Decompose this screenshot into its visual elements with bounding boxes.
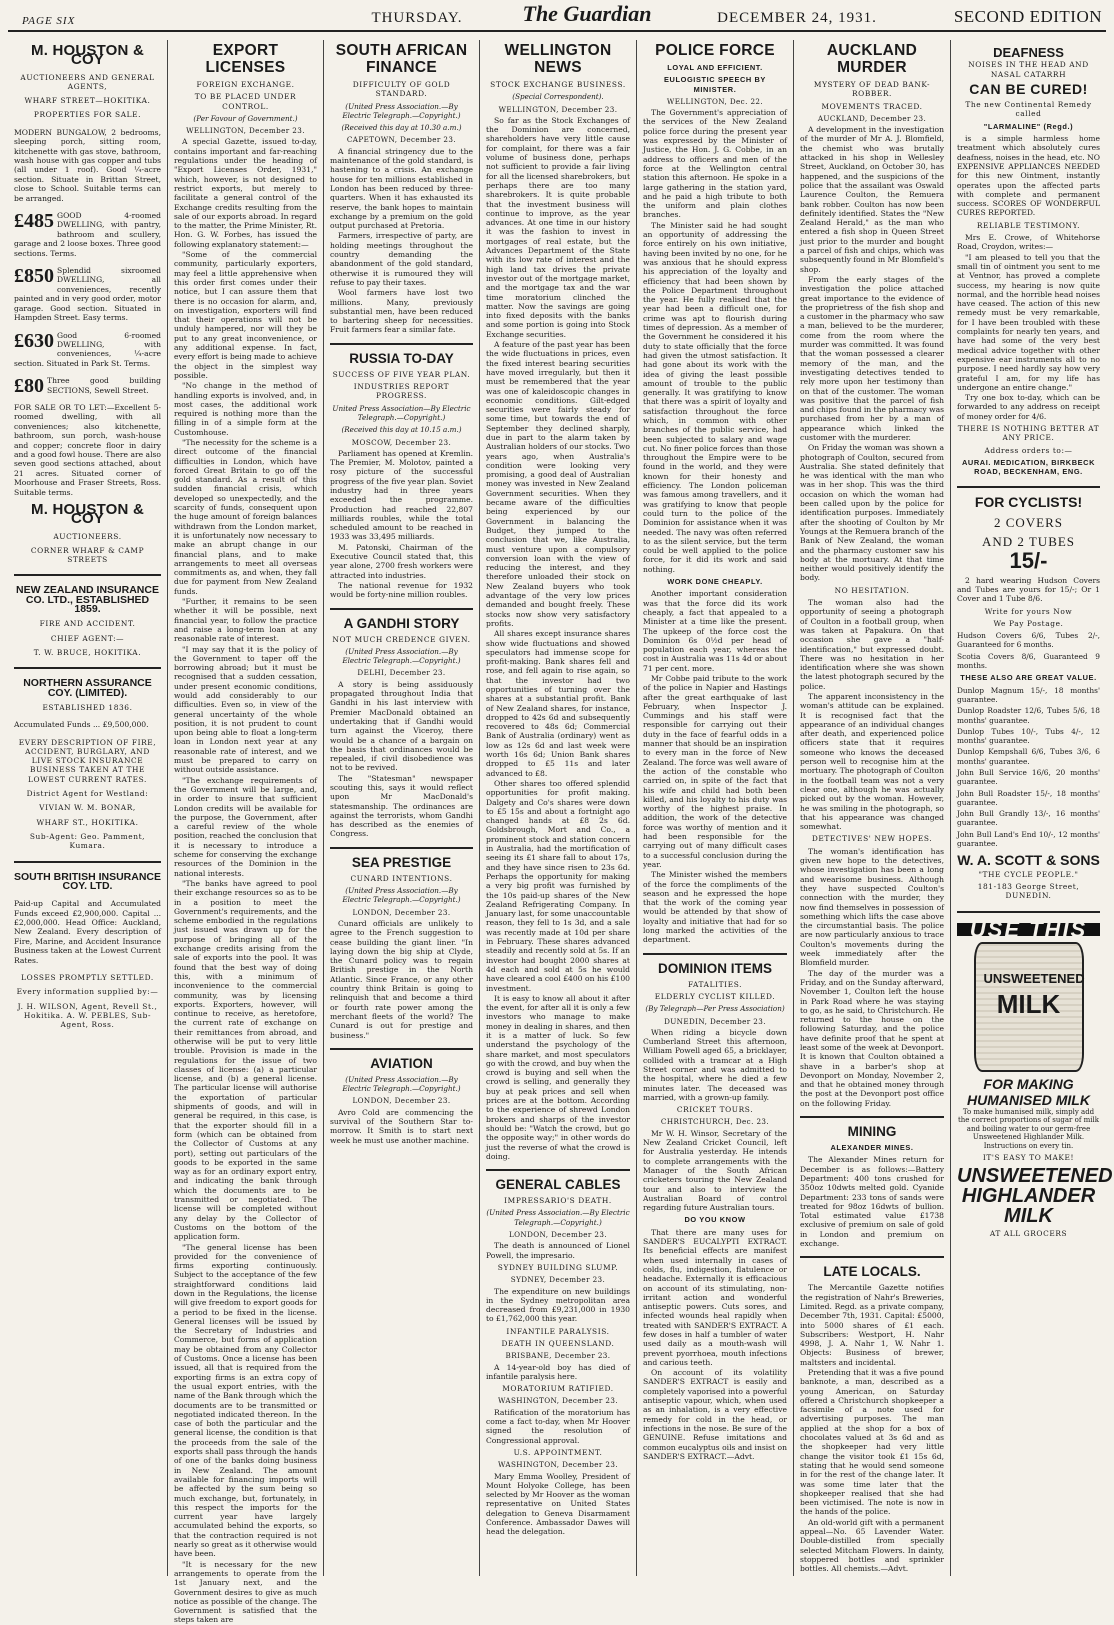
accumulated-funds: Accumulated Funds ... £9,500,000. <box>14 720 149 730</box>
firm-name: M. HOUSTON & COY <box>31 42 144 69</box>
chief-agent-name: T. W. BRUCE, HOKITIKA. <box>33 647 142 657</box>
masthead-day: THURSDAY. <box>371 10 463 26</box>
article-headline: WELLINGTON NEWS <box>504 42 612 76</box>
article-headline: DOMINION ITEMS <box>643 953 787 976</box>
article-deck: MYSTERY OF DEAD BANK-ROBBER. <box>813 80 931 99</box>
article-deck: STOCK EXCHANGE BUSINESS. <box>490 80 626 89</box>
paragraph: The Alexander Mines return for December is as follows:—Battery Department: 400 tons crushed for 350oz 10dwts melted gold. Cyanide Department: 233 tons of sands were treated for 98oz 16dwts of bullion. Total estimated value £1738 exclusive of premium on sale of gold in London and premium on exchange. <box>800 1155 944 1249</box>
paragraph: The Minister said he had sought an opportunity of addressing the force entirely on his own initiative, having been invited by no one, for he was anxious that he should express his appreciation of the loyalty and efficiency that had been shown by the Police Department throughout the year. He fully realised that the year had been a difficult one, for crime was apt to flourish during times of depression. As a member of the Government he considered it his duty to state officially that the force had given the utmost satisfaction. It had gone about its work with the idea of giving the least possible amount of trouble to the public generally. It was gratifying to know that there was a spirit of loyalty and satisfaction throughout the force which, in common with other branches of the public service, had been subjected to salary and wage cut. No finer police forces than those throughout the Empire were to be found in the world, and they were known for their honesty and efficiency. The London policeman was famous among travellers, and it was gratifying to know that people could turn to the police of the Dominion for assistance when it was needed. The navy was often referred to as the silent service, but the term could be well applied to the police force, for it did its work and said nothing. <box>643 220 787 574</box>
firm-subtitle: AUCTIONEERS AND GENERAL AGENTS, <box>20 72 155 91</box>
article-headline: A GANDHI STORY <box>330 608 473 631</box>
deafness-subheading: NOISES IN THE HEAD AND NASAL CATARRH <box>968 60 1089 79</box>
article-headline: SOUTH AFRICAN FINANCE <box>335 42 468 76</box>
article-dateline: LONDON, December 23. <box>352 907 451 917</box>
price-list-item: John Bull Service 16/6, 20 months' guarantee. <box>957 768 1100 787</box>
article-headline: GENERAL CABLES <box>486 1169 630 1192</box>
article-credit: (United Press Association.—By Electric Telegraph.—Copyright.) <box>342 886 461 905</box>
south-british-capital: Paid-up Capital and Accumulated Funds exceed £2,900,000. Capital ... £2,000,000. Head Office: Auckland, New Zealand. Every description of Fire, Marine, and Accident Insurance Business taken at the Lowest Current Rates. <box>14 899 161 965</box>
paragraph: Farmers, irrespective of party, are holding meetings throughout the country demanding the abandonment of the gold standard, otherwise it is rumoured they will refuse to pay their taxes. <box>330 231 473 287</box>
paragraph: A story is being assiduously propagated throughout India that Gandhi in his last interview with Premier MacDonald obtained an undertaking that if Gandhi would turn against the Viceroy, there would be a chance of a bargain on the basis that ordinances would be repealed, if civil disobedience was not to be revived. <box>330 679 473 773</box>
article-headline: EXPORT LICENSES <box>205 42 286 76</box>
cycle-people: "THE CYCLE PEOPLE." <box>978 869 1079 879</box>
price-list-item: Dunlop Tubes 10/-, Tubs 4/-, 12 months' guarantee. <box>957 726 1100 746</box>
losses-settled: LOSSES PROMPTLY SETTLED. <box>21 972 154 982</box>
paragraph: Other shares too offered splendid opportunities for profit making. Dalgety and Co's shares were down to £5 15s and about a fortnight ago changed hands at £8 2s 6d. Goldsbrough, Mort and Co., a prominent stock and station concern in Australia, had the mortification of seeing its £1 share fall to about 17s, and they have since risen to 23s 6d. Perhaps the opportunity for making a very big profit was furnished by the 10s paid-up shares of the New Zealand Refrigerating Company. In January last, for some unaccountable reason, they fell to 1s 3d, and a sale was recently made at 10d per share in February. These shares advanced steadily and recently sold at 5s. If an investor had bought 2000 shares at 4d each and sold at 5s he would have cleared a cool £400 on his £100 investment. <box>486 778 630 993</box>
northern-assurance-heading: NORTHERN ASSURANCE COY. (LIMITED). <box>23 677 152 699</box>
property-485 <box>14 211 161 258</box>
article-dateline: CHRISTCHURCH, Dec. 23. <box>660 1117 770 1127</box>
received-time: (Received this day at 10.30 a.m.) <box>341 123 462 133</box>
article-deck: SYDNEY BUILDING SLUMP. <box>497 1262 619 1272</box>
article-dateline: WELLINGTON, December 23. <box>186 126 305 136</box>
covers-line: 2 COVERS <box>993 514 1064 530</box>
article-credit: (United Press Association.—By Electric Telegraph.—Copyright.) <box>342 101 461 120</box>
we-pay-postage: We Pay Postage. <box>993 618 1064 628</box>
paragraph: "The necessity for the scheme is a direct outcome of the financial difficulties in London, which have forced Great Britain to go off the gold standard. As a result of this sudden financial crisis, which developed so unexpectedly, and the scarcity of funds, consequent upon the huge amount of foreign balances withdrawn from the London market, it is unfortunately now necessary to make an abrupt change in our financial plans, and to make arrangements to meet all overseas commitments as, and when, they fall due for payment from New Zealand funds. <box>174 437 317 596</box>
scott-sons-name: W. A. SCOTT & SONS <box>957 852 1100 869</box>
price-list-item: Dunlop Kempshall 6/6, Tubes 3/6, 6 months' guarantee. <box>957 747 1100 766</box>
article-dateline: WASHINGTON, December 23. <box>497 1396 619 1406</box>
article-headline: LATE LOCALS. <box>800 1256 944 1279</box>
milk-instructions: To make humanised milk, simply add the correct proportions of sugar of milk and boiling water to our germ-free Unsweetened Highlander Milk. Instructions on every tin. <box>957 1107 1100 1150</box>
article-deck: SUCCESS OF FIVE YEAR PLAN. <box>332 369 471 379</box>
paragraph: "I may say that it is the policy of the Government to taper off the borrowing abroad; but it must be recognised that a sudden cessation, under present economic conditions, would add considerably to our difficulties. Even so, in view of the general uncertainty of the whole position, it is not prudent to count upon being able to float a long-term loan in London next year at any reasonable rate of interest, and we must be prepared to carry on without outside assistance. <box>174 644 317 775</box>
tubes-line: AND 2 TUBES <box>981 534 1076 550</box>
column-4-wellington-news <box>480 40 637 1576</box>
article-credit: (By Telegraph—Per Press Association) <box>645 1004 785 1014</box>
paragraph: The Mercantile Gazette notifies the registration of Nahr's Breweries, Limited. Regd. as a private company, December 7th, 1931. Capital: £5000, into 5000 shares of £1 each. Subscribers: Westport, H. Nahr 4998, J. A. Nahr 1, W. Nahr 1. Objects: Business of brewer, maltsters and incidental. <box>800 1283 944 1367</box>
established-1836: ESTABLISHED 1836. <box>42 702 133 712</box>
article-deck: TO BE PLACED UNDER CONTROL. <box>194 92 297 111</box>
article-dateline: LONDON, December 23. <box>352 1096 451 1106</box>
article-subhead: DO YOU KNOW <box>684 1215 746 1225</box>
property-850 <box>14 266 161 322</box>
paragraph: Try one box to-day, which can be forwarded to any address on receipt of money order for 4/6. <box>957 393 1100 421</box>
divider <box>14 861 161 863</box>
price-list-item: Hudson Covers 6/6, Tubes 2/-, Guaranteed for 6 months. <box>957 631 1100 650</box>
article-dateline: WELLINGTON, December 23. <box>498 104 618 114</box>
article-subhead: NO HESITATION. <box>834 585 910 595</box>
paragraph: Another important consideration was that the force did its work cheaply, a fact that appealed to a Minister at a time like the present. The upkeep of the force cost the Dominion 6s 0½d per head of population each year, whereas the cost in Australia was 11s 4d or about 71 per cent. more. <box>643 589 787 673</box>
firm-address-2: CORNER WHARF & CAMP STREETS <box>30 545 145 565</box>
article-deck: ALEXANDER MINES. <box>830 1143 914 1153</box>
scott-address: 181-183 George Street, DUNEDIN. <box>977 881 1080 901</box>
article-deck: ELDERLY CYCLIST KILLED. <box>654 991 776 1001</box>
article-credit: (Special Correspondent). <box>512 92 604 102</box>
article-credit: (United Press Association.—By Electric Telegraph.—Copyright.) <box>342 646 461 666</box>
property-630-text: Good 6-roomed DWELLING, with conveniences, ¼-acre section. Situated in Park St. Terms. <box>14 330 161 368</box>
property-80-text: Three good building SECTIONS, Sewell Street. <box>47 376 161 395</box>
paragraph: Ratification of the moratorium has come a fact to-day, when Mr Hoover signed the resolution of Congressional approval. <box>486 1407 630 1445</box>
paragraph: The expenditure on new buildings in the Sydney metropolitan area decreased from £9,231,000 in 1930 to £1,762,000 this year. <box>486 1286 630 1324</box>
divider <box>14 574 161 576</box>
article-deck: CUNARD INTENTIONS. <box>350 873 453 883</box>
nz-insurance-heading: NEW ZEALAND INSURANCE CO. LTD., ESTABLISHED 1859. <box>16 584 159 616</box>
deafness-heading: DEAFNESS <box>993 45 1064 60</box>
article-dateline: WASHINGTON, December 23. <box>497 1460 619 1470</box>
property-630 <box>14 331 161 369</box>
paragraph: "The banks have agreed to pool their exchange resources so as to be in a position to meet the Government's requirements, and the scheme embodied in the regulations just issued was drawn up for the purpose of bringing all of the exchange credits arising from the sale of exports into the pool. It was found that the best way of doing this, with a minimum of inconvenience to the commercial community, was by licensing exports. Exporters, however, will continue to receive, as heretofore, the current rate of exchange on their remittances from abroad, and otherwise will be put to very little trouble. Provision is made in the regulations for the issue of two classes of license: (a) a particular license, and (b) a general license. The particular license will authorise the exportation of particular shipments of goods, and will in general be required, in this case, is that the exporter should fill in a form (which can be obtained from the Collector of Customs at any port), setting out particulars of the goods to be exported in the same way as for an ordinary export entry, and indicating the bank through which the documents are to be transmitted or negotiated. The license will be completed without any delay by the Collector of Customs on the bottom of the application form. <box>174 878 317 1242</box>
article-deck: INDUSTRIES REPORT PROGRESS. <box>353 382 450 401</box>
firm-address: WHARF STREET—HOKITIKA. <box>24 96 151 106</box>
article-subhead: DETECTIVES' NEW HOPES. <box>811 834 933 844</box>
nothing-better: THERE IS NOTHING BETTER AT ANY PRICE. <box>957 423 1100 443</box>
article-deck: LOYAL AND EFFICIENT. <box>667 63 763 72</box>
sub-agent: Sub-Agent: Geo. Pamment, Kumara. <box>29 831 146 851</box>
price-list-item: John Bull Grandly 13/-, 16 months' guarantee. <box>957 809 1100 828</box>
paragraph: A 14-year-old boy has died of infantile paralysis here. <box>486 1362 630 1381</box>
price-80: £80 <box>14 375 44 398</box>
chief-agent-label: CHIEF AGENT:— <box>50 633 125 643</box>
article-deck: FOREIGN EXCHANGE. <box>196 80 295 89</box>
paragraph: "It is necessary for the new arrangements to operate from the 1st January next, and the Government desires to give as much notice as possible of the change. The Government is satisfied that the steps taken are <box>174 1559 317 1625</box>
paragraph: The woman also had the opportunity of seeing a photograph of Coulton in a football group, when was taken at Papakura. On that occasion she gave a "half-identification," but expressed doubt. There was no hesitation in her identification where she was shown the latest photograph secured by the police. <box>800 598 944 691</box>
price-list-item: Dunlop Roadster 12/6, Tubes 5/6, 18 months' guarantee. <box>957 706 1100 725</box>
paragraph: A development in the investigation of the murder of Mr A. J. Blomfield, the chemist who was brutally attacked in his shop in Wellesley Street, Auckland, on October 30, has happened, and the suspicions of the police that the assailant was Oswald Laurence Coulton, the Remuera bank robber. Coulton has now been definitely identified. States the "New Zealand Herald," as the man who entered a fish shop in Queen Street just prior to the murder and bought a parcel of fish and chips, which was subsequently found in Mr Blomfield's shop. <box>800 125 944 274</box>
south-british-heading: SOUTH BRITISH INSURANCE COY. LTD. <box>14 870 162 892</box>
divider <box>957 486 1100 488</box>
paragraph: A feature of the past year has been the wide fluctuations in prices, even the fixed interest bearing securities have moved irregularly, but then it must be remembered that the year was one of kaleidoscopic changes in economic conditions. Gilt-edged securities were fairly steady for some time, but towards the end of September they declined sharply, due in part to the alarm taken by Australian holders of our stocks. Two years ago, when Australia's condition were looking very promising, a good deal of Australian money was invested in New Zealand Government securities. When they became aware of the difficulties being experienced by our Government in balancing the Budget, they jumped to the conclusion that we, like Australia, must venture upon a compulsory conversion loan with the view of reducing the interest, and they therefore unloaded their stock on New Zealand buyers who took advantage of the very low prices demanded and bought freely. These stocks now show very satisfactory profits. <box>486 340 630 628</box>
article-credit: (United Press Association.—By Electric Telegraph.—Copyright.) <box>342 1074 461 1094</box>
article-deck: MORATORIUM RATIFIED. <box>502 1384 614 1394</box>
paragraph: That there are many uses for SANDER'S EUCALYPTI EXTRACT. Its beneficial effects are manifest when used internally in cases of colds, flu, indigestion, flatulence or headache. Externally it is efficacious on account of its stimulating, non-irritant action and wonderful antiseptic powers. Cuts sores, and infected wounds heal rapidly when treated with SANDER'S EXTRACT. A few doses in half a tumbler of water used daily as a mouth-wash will prevent pyorrhoea, mouth infections and carious teeth. <box>643 1227 787 1367</box>
column-2-export-licenses <box>168 40 324 1625</box>
larmaline-name: "LARMALINE" (Regd.) <box>983 121 1074 131</box>
paragraph: "I am pleased to tell you that the small tin of ointment you sent to me at Ventnor, has proved a complete success, my hearing is now quite normal, and the horrible head noises have ceased. The action of this new remedy must be very remarkable, for I have been troubled with these complaints for nearly ten years, and have had some of the very best medical advice together with other expensive ear instruments all to no purpose. I need hardly say how very grateful I am, for my life has undergone an entire change." <box>957 252 1100 392</box>
masthead-date: DECEMBER 24, 1931. <box>717 10 877 26</box>
received-time: (Received this day at 10.15 a.m.) <box>341 425 462 435</box>
article-headline: MINING <box>800 1116 944 1139</box>
article-deck: IMPRESSARIO'S DEATH. <box>504 1196 612 1206</box>
paragraph: The death is announced of Lionel Powell, the impresario. <box>486 1241 630 1260</box>
price-list-item: Scotia Covers 8/6, Guaranteed 9 months. <box>957 651 1100 671</box>
remedy-intro: The new Continental Remedy called <box>965 100 1092 119</box>
article-deck: MOVEMENTS TRACED. <box>821 101 923 111</box>
unsweetened-wordmark: UNSWEETENED <box>957 1164 1113 1187</box>
properties-heading: PROPERTIES FOR SALE. <box>33 110 142 120</box>
property-850-text: Splendid sixroomed DWELLING, all conveniences, recently painted and in very good order, motor garage. Good section. Situated in Hampden Street. Easy terms. <box>14 266 161 323</box>
price-list-item: John Bull Land's End 10/-, 12 months' guarantee. <box>957 829 1100 849</box>
article-deck: INFANTILE PARALYSIS. <box>506 1326 610 1336</box>
great-value-heading: THESE ALSO ARE GREAT VALUE. <box>960 673 1097 683</box>
article-headline: SEA PRESTIGE <box>330 847 473 870</box>
article-dateline: DELHI, December 23. <box>357 668 446 678</box>
can-be-cured: CAN BE CURED! <box>969 80 1088 97</box>
paragraph: Cunard officials are unlikely to agree to the French suggestion to cease building the giant liner. "In laying down the big ship at Clyde, the Cunard policy was to regain British prestige in the North Atlantic. Since France, or any other country think Britain is going to relinquish that and become a third or fourth rate power among the merchant fleets of the world? The Cunard is out for prestige and business." <box>330 918 473 1040</box>
article-dateline: SYDNEY, December 23. <box>510 1275 606 1285</box>
divider <box>14 667 161 669</box>
column-3-cables <box>324 40 480 1576</box>
column-7-advertisements <box>951 40 1113 1576</box>
reliable-testimony: RELIABLE TESTIMONY. <box>976 220 1081 230</box>
district-agent-name: VIVIAN W. M. BONAR, <box>39 803 136 813</box>
cyclists-heading: FOR CYCLISTS! <box>974 494 1083 511</box>
article-deck: EULOGISTIC SPEECH BY MINISTER. <box>664 75 766 94</box>
price-630: £630 <box>14 329 54 352</box>
paragraph: 2 hard wearing Hudson Covers and Tubes are yours for 15/-; Or 1 Cover and 1 Tube 8/6. <box>957 575 1100 604</box>
page-number: PAGE SIX <box>22 15 76 27</box>
district-agent-label: District Agent for Westland: <box>26 789 149 799</box>
paragraph: Mary Emma Woolley, President of Mount Holyoke College, has been selected by Mr Hoover as the woman representative on United States delegation to Geneva Disarmament Conference. Ambassador Dawes will head the delegation. <box>486 1471 630 1537</box>
aurai-address: AURAI. MEDICATION, BIRKBECK ROAD, BECKENHAM, ENG. <box>961 457 1096 477</box>
paragraph: Mr Cobbe paid tribute to the work of the police in Napier and Hastings after the great earthquake of last February, when Inspector J. Cummings and his staff were responsible for carrying out their duty in the face of fearful odds in a manner that should be an inspiration to every man in the force of New Zealand. The force was well aware of the action of the constable who carried on, in spite of the fact that his wife and child had both been killed, and his loyalty to his duty was worthy of the highest praise. In addition, the work of the detective force was worthy of mention and it had been responsible for the carrying out of many difficult cases to a successful conclusion during the year. <box>643 674 787 869</box>
article-credit: (United Press Association.—By Electric Telegraph.—Copyright.) <box>486 1208 630 1227</box>
column-1-advertisements <box>8 40 168 1576</box>
article-headline: RUSSIA TO-DAY <box>330 343 473 366</box>
article-dateline: CAPETOWN, December 23. <box>346 135 457 145</box>
paragraph: Mrs E. Crowe, of Whitehorse Road, Croydon, writes:— <box>957 233 1100 252</box>
tin-label-milk: MILK <box>996 988 1061 1019</box>
price-850: £850 <box>14 265 54 288</box>
edition-label: SECOND EDITION <box>953 7 1102 26</box>
paragraph: Mr W. H. Winsor, Secretary of the New Zealand Cricket Council, left for Australia yesterday. He intends to complete arrangements with the Manager of the South African cricketers touring the New Zealand tour and also to interview the Australian Board of control regarding future Australian tours. <box>643 1128 787 1213</box>
newspaper-title: The Guardian <box>522 1 652 26</box>
article-dateline: WELLINGTON, Dec. 22. <box>666 96 764 106</box>
paragraph: A financial stringency due to the maintenance of the gold standard, is hastening to a crisis. An exchange house for ten millions established in London has been reduced by three-quarters. When it has exhausted its reserve, the bank hopes to maintain exchange by a premium on the gold output purchased at Pretoria. <box>330 146 473 231</box>
article-deck: U.S. APPOINTMENT. <box>513 1447 603 1457</box>
firm-subtitle-2: AUCTIONEERS. <box>53 531 122 541</box>
paragraph: Avro Cold are commencing the survival of the Southern Star to-morrow. It Smith is to start next week he must use another machine. <box>330 1107 473 1145</box>
paragraph: Wool farmers have lost two millions. Many, previously substantial men, have been reduced to bartering sheep for necessities. Fruit farmers fear a similar fate. <box>330 288 473 335</box>
easy-to-make: IT'S EASY TO MAKE! <box>982 1153 1075 1163</box>
paragraph: On Friday the woman was shown a photograph of Coulton, secured from Australia. She stated definitely that he was identical with the man who was in her shop. This was the third occasion on which the woman had been called upon by the police for identification purposes. Immediately after the shooting of Coulton by Mr Youngs at the Remuera branch of the Bank of New Zealand, the woman and the pharmacy customer saw his body at the mortuary. At that time neither would positively identify the body. <box>800 443 944 583</box>
write-now: Write for yours Now <box>984 606 1073 616</box>
milk-tin-illustration <box>974 942 1084 1072</box>
paragraph: "The general license has been provided for the convenience of firms exporting continuously. Subject to the acceptance of the few straightforward conditions laid down in the Regulations, the license will give freedom to export goods for a period to be fixed in the license. General licenses will be issued by the Secretary of Industries and Commerce, but forms of application may be obtained from any Collector of Customs. Once a license has been issued, all that is required from the exporting firms is an extra copy of the usual export entries, with the name of the Bank through which the documents are to be transmitted or negotiated indicated thereon. In the case of both the particular and the general license, the condition is that the proceeds from the sale of the exports shall pass through the hands of one of the banks doing business in New Zealand. The amount available for financing imports will be affected by the sum being so much exchange, but, fortunately, in this respect the imports for the current year have largely accumulated behind the exports, so that the contraction required is not nearly so great as it otherwise would have been. <box>174 1242 317 1559</box>
article-dateline: MOSCOW, December 23. <box>351 437 452 447</box>
paragraph: The apparent inconsistency in the woman's attitude can be explained. It is recognised fact that the appearance of an individual changes after death, and experienced police officers state that it requires someone who knows the deceased person well to recognise him at the mortuary. The photograph of Coulton in the football team was not a very clear one, although he was actually picked out by the woman. However, he was smiling in the photograph, so that his appearance was changed somewhat. <box>800 692 944 832</box>
agent-wilson: J. H. WILSON, Agent, Revell St., Hokitika. A. W. PEBLES, Sub-Agent, Ross. <box>17 1001 158 1030</box>
paragraph: All shares except insurance shares show wide fluctuations and showed speculators had immense scope for profit-making. Bank shares fell and rose, and fell again to rise again, so that the investor had two opportunities of turning over the shares at a substantial profit. Bank of New Zealand shares, for instance, dropped to 42s 6d and subsequently recovered to 48s 6d; Commercial Bank of Australia (ordinary) went as low as 12s 6d and last week were worth 16s 6d; Union Bank shares dropped to £5 11s and later advanced to £8. <box>486 629 630 778</box>
at-all-grocers: AT ALL GROCERS <box>989 1228 1068 1238</box>
paragraph: An old-world gift with a permanent appeal—No. 65 Lavender Water. Double-distilled from specially selected Mitcham Flowers. In dainty, stoppered bottles and sprinkler bottles. All chemists.—Advt. <box>800 1517 944 1574</box>
paragraph: Pretending that it was a five pound banknote, a man, described as a young American, on Saturday offered a Christchurch shopkeeper a facsimile of a note used for advertising purposes. The man applied at the shop for a box of chocolates valued at 3s 6d and as the shopkeeper had very little change the visitor took £1 15s 6d, stating that he would send someone in for the rest of the change later. It was some time later that the shopkeeper realised that she had been victimised. The note is now in the hands of the police. <box>800 1368 944 1517</box>
paragraph: The national revenue for 1932 would be forty-nine million roubles. <box>330 580 473 600</box>
article-deck: DEATH IN QUEENSLAND. <box>501 1339 615 1348</box>
paragraph: So far as the Stock Exchanges of the Dominion are concerned, shareholders have very little cause for complaint, for there was a fair volume of business done, perhaps not sufficient to provide a fair living for all the licensed sharebrokers, but perhaps there are too many sharebrokers. It is quite probable that the investment business will continue to improve, as the year advances. At one time in our history it was the fashion to invest in mortgages of real estate, but the Advances Department of the State with its low rate of interest and the high land tax drives the private investor out of the mortgage market, and the mortgage tax and the war time moratorium clinched the matter. Now the savings are going into fixed deposits with the banks and some portion is going into Stock Exchange securities. <box>486 115 630 339</box>
article-dateline: DUNEDIN, December 23. <box>664 1016 766 1026</box>
for-sale-ad: FOR SALE OR TO LET:—Excellent 5-roomed dwelling, with all conveniences; also kitchenette, bathroom, sun porch, wash-house and copper; concrete floor in dairy and a good fowl house. There are also seven good sections attached, about 21 acres. Situated corner of Moorhouse and Fraser Streets, Ross. Suitable terms. <box>14 402 161 497</box>
article-credit: United Press Association—By Electric Telegraph.—Copyright.) <box>332 403 471 422</box>
paragraph: The woman's identification has given new hope to the detectives, whose investigation has been a long and wearisome business. Although they have suspected Coulton's connection with the murder, they now find themselves in possession of something which lifts the case above the circumstantial basis. The police are now particularly anxious to trace Coulton's movements during the week immediately after the Blomfield murder. <box>800 846 944 968</box>
article-headline: AVIATION <box>330 1048 473 1071</box>
price-list-item: John Bull Roadster 15/-, 18 months' guarantee. <box>957 788 1100 807</box>
paragraph: A special Gazette, issued to-day, contains important and far-reaching regulations under the heading of "Export Licenses Order, 1931," which, however, is not designed to restrict exports, but merely to facilitate a general control of the Exchange credits resulting from the sale of our exports abroad. In regard to the matter, the Prime Minister, Rt. Hon. G. W. Forbes, has issued the following explanatory statement:— <box>174 137 317 249</box>
fire-accident: FIRE AND ACCIDENT. <box>39 619 136 629</box>
article-dateline: BRISBANE, December 23. <box>505 1351 611 1361</box>
column-6-auckland-murder <box>794 40 951 1576</box>
address-label: Address orders to:— <box>984 445 1073 455</box>
price-485: £485 <box>14 210 54 233</box>
columns <box>8 40 1113 1625</box>
tin-label-unsweetened: UNSWEETENED <box>983 970 1085 986</box>
paragraph: The Minister wished the members of the force the compliments of the season and he expressed the hope that the work of the coming year would be attended by that show of loyalty and initiative that had for so long marked the activities of the department. <box>643 870 787 945</box>
paragraph: From the early stages of the investigation the police attached great importance to the evidence of the proprietress of the fish shop and a customer in the pharmacy who saw a man, believed to be the murderer, come from the room where the murder was committed. It was found that the woman possessed a clearer memory of the man, and the investigating detectives tended to rely more upon her testimony than on that of the customer. The woman was positive that the parcel of fish and chips found in the pharmacy was purchased from her by a man of appearance which linked the customer with the murderer. <box>800 274 944 442</box>
paragraph: Parliament has opened at Kremlin. The Premier, M. Molotov, painted a rosy picture of the successful progress of the five year plan. Soviet industry had in three years exceeded the programme. Production had reached 22,807 milliards roubles, while the total scheduled amount to be reached in 1933 was 33,495 milliards. <box>330 448 473 542</box>
property-80 <box>14 375 161 398</box>
paragraph: The "Statesman" newspaper scouting this, says it would reflect upon Mr MacDonald's statesmanship. The ordinances are against the terrorists, whom Gandhi has described as the enemies of Congress. <box>330 773 473 839</box>
district-agent-address: WHARF ST., HOKITIKA. <box>36 817 139 827</box>
cycle-price: 15/- <box>1009 548 1048 574</box>
information-line: Every information supplied by:— <box>16 987 159 997</box>
paragraph: On account of its volatility SANDER'S EXTRACT is easily and completely vaporised into a powerful antiseptic vapour, which, when used as an inhalation, is a very effective remedy for cold in the head, or infections in the nose. Be sure of the GENUINE. Refuse imitations and common eucalyptus oils and insist on SANDER'S EXTRACT.—Advt. <box>643 1368 788 1461</box>
article-headline: POLICE FORCE <box>655 42 775 59</box>
masthead <box>8 1 1106 32</box>
paragraph: The Government's appreciation of the services of the New Zealand police force during the present year was expressed by the Minister of Justice, the Hon. J. G. Cobbe, in an address to officers and men of the force at the Wellington central station this afternoon. He spoke in a large gathering in the station yard, and he paid a high tribute to both the uniform and plain clothes branches. <box>643 108 787 220</box>
bungalow-ad: MODERN BUNGALOW, 2 bedrooms, sleeping porch, sitting room, kitchenette with gas stove, bathroom, wash house with gas copper and tubs (all under 1 roof). Good ¼-acre section. Situate in Brittan Street, close to School. Suitable terms can be arranged. <box>14 127 161 203</box>
paragraph: is a simple harmless home treatment which absolutely cures deafness, noises in the head, etc. NO EXPENSIVE APPLIANCES NEEDED for this new Ointment, instantly operates upon the affected parts with complete and permanent success. SCORES OF WONDERFUL CURES REPORTED. <box>957 134 1100 218</box>
firm-name-2: M. HOUSTON & COY <box>31 501 144 528</box>
article-deck: DIFFICULTY OF GOLD STANDARD. <box>352 80 451 99</box>
article-dateline: LONDON, December 23. <box>508 1230 608 1240</box>
property-485-text: GOOD 4-roomed DWELLING, with pantry, bathroom and scullery, garage and 2 loose boxes. Three good sections. Terms. <box>14 211 161 258</box>
highlander-wordmark: HIGHLANDER <box>961 1184 1096 1207</box>
use-this-banner: USE THIS <box>957 923 1100 936</box>
milk-wordmark: MILK <box>1004 1204 1053 1227</box>
column-5-police-force <box>637 40 794 1576</box>
humanised-milk-heading: FOR MAKING HUMANISED MILK <box>967 1075 1090 1108</box>
price-list-item: Dunlop Magnum 15/-, 18 months' guarantee. <box>957 685 1100 704</box>
paragraph: "Some of the commercial community, particularly exporters, may feel a little apprehensive when this order first comes under their notice, but I can assure them that there is no occasion for alarm, and, on investigation, exporters will find that their operations will not be unduly hampered, nor will they be put to any great inconvenience, or any additional expense. In fact, every effort is being made to achieve the object in the simplest way possible. <box>174 250 317 380</box>
paragraph: M. Patonski, Chairman of the Executive Council stated that, this year alone, 2700 fresh workers were attracted into industries. <box>330 542 473 580</box>
paragraph: The day of the murder was a Friday, and on the Sunday afterward, November 1, Coulton left the house in Park Road where he was staying to go, as he said, to Christchurch. He returned to the house on the following Saturday, and the police have definite proof that he spent at least some of the week at Devonport. It is known that Coulton obtained a shave in a barber's shop at Devonport on Monday, November 2, and that he obtained money through the post at the Devonport post office on the following Friday. <box>800 968 944 1108</box>
insurance-description: EVERY DESCRIPTION OF FIRE, ACCIDENT, BURGLARY, AND LIVE STOCK INSURANCE BUSINESS TAKEN AT THE LOWEST CURRENT RATES. <box>18 737 157 784</box>
article-credit: (Per Favour of Government.) <box>193 113 298 123</box>
paragraph: "No change in the method of handling exports is involved, and, in most cases, the additional work required is nothing more than the filling in of a simple form at the Customhouse. <box>174 381 317 437</box>
article-subhead: WORK DONE CHEAPLY. <box>667 577 763 587</box>
article-dateline: AUCKLAND, December 23. <box>817 113 927 123</box>
paragraph: When riding a bicycle down Cumberland Street this afternoon, William Powell aged 65, a bricklayer, collided with a tramcar at a High Street corner and was admitted to the hospital, where he died a few minutes later. The deceased was married, with a grown-up family. <box>643 1027 787 1102</box>
paragraph: It is easy to know all about it after the event, for after all it is only a few investors who manage to make money in dealing in shares, and then it is a matter of luck. So few understand the psychology of the share market, and most speculators go with the crowd, and buy when the crowd is buying and sell when the crowd is selling, and generally they buy at peak prices and sell when prices are at the bottom. According to the experience of shrewd London brokers and sharps of the investor should be: "Watch the crowd, but go the opposite way;" in other words do just the reverse of what the crowd is doing. <box>486 993 630 1161</box>
article-headline: AUCKLAND MURDER <box>826 42 918 76</box>
article-deck: FATALITIES. <box>687 979 743 989</box>
paragraph: "Further, it remains to be seen whether it will be possible, next financial year, to follow the practice and raise a long-term loan at any reasonable rate of interest. <box>174 597 317 644</box>
divider <box>957 911 1100 913</box>
article-deck: CRICKET TOURS. <box>676 1105 754 1115</box>
article-deck: NOT MUCH CREDENCE GIVEN. <box>332 634 471 644</box>
paragraph: "The exchange requirements of the Government will be large, and, in order to insure that sufficient London credits will be available for the purpose, the Government, after a careful review of the whole position, reached the conclusion that it is necessary to introduce a scheme for conserving the exchange resources of the Dominion in the national interests. <box>174 775 317 878</box>
